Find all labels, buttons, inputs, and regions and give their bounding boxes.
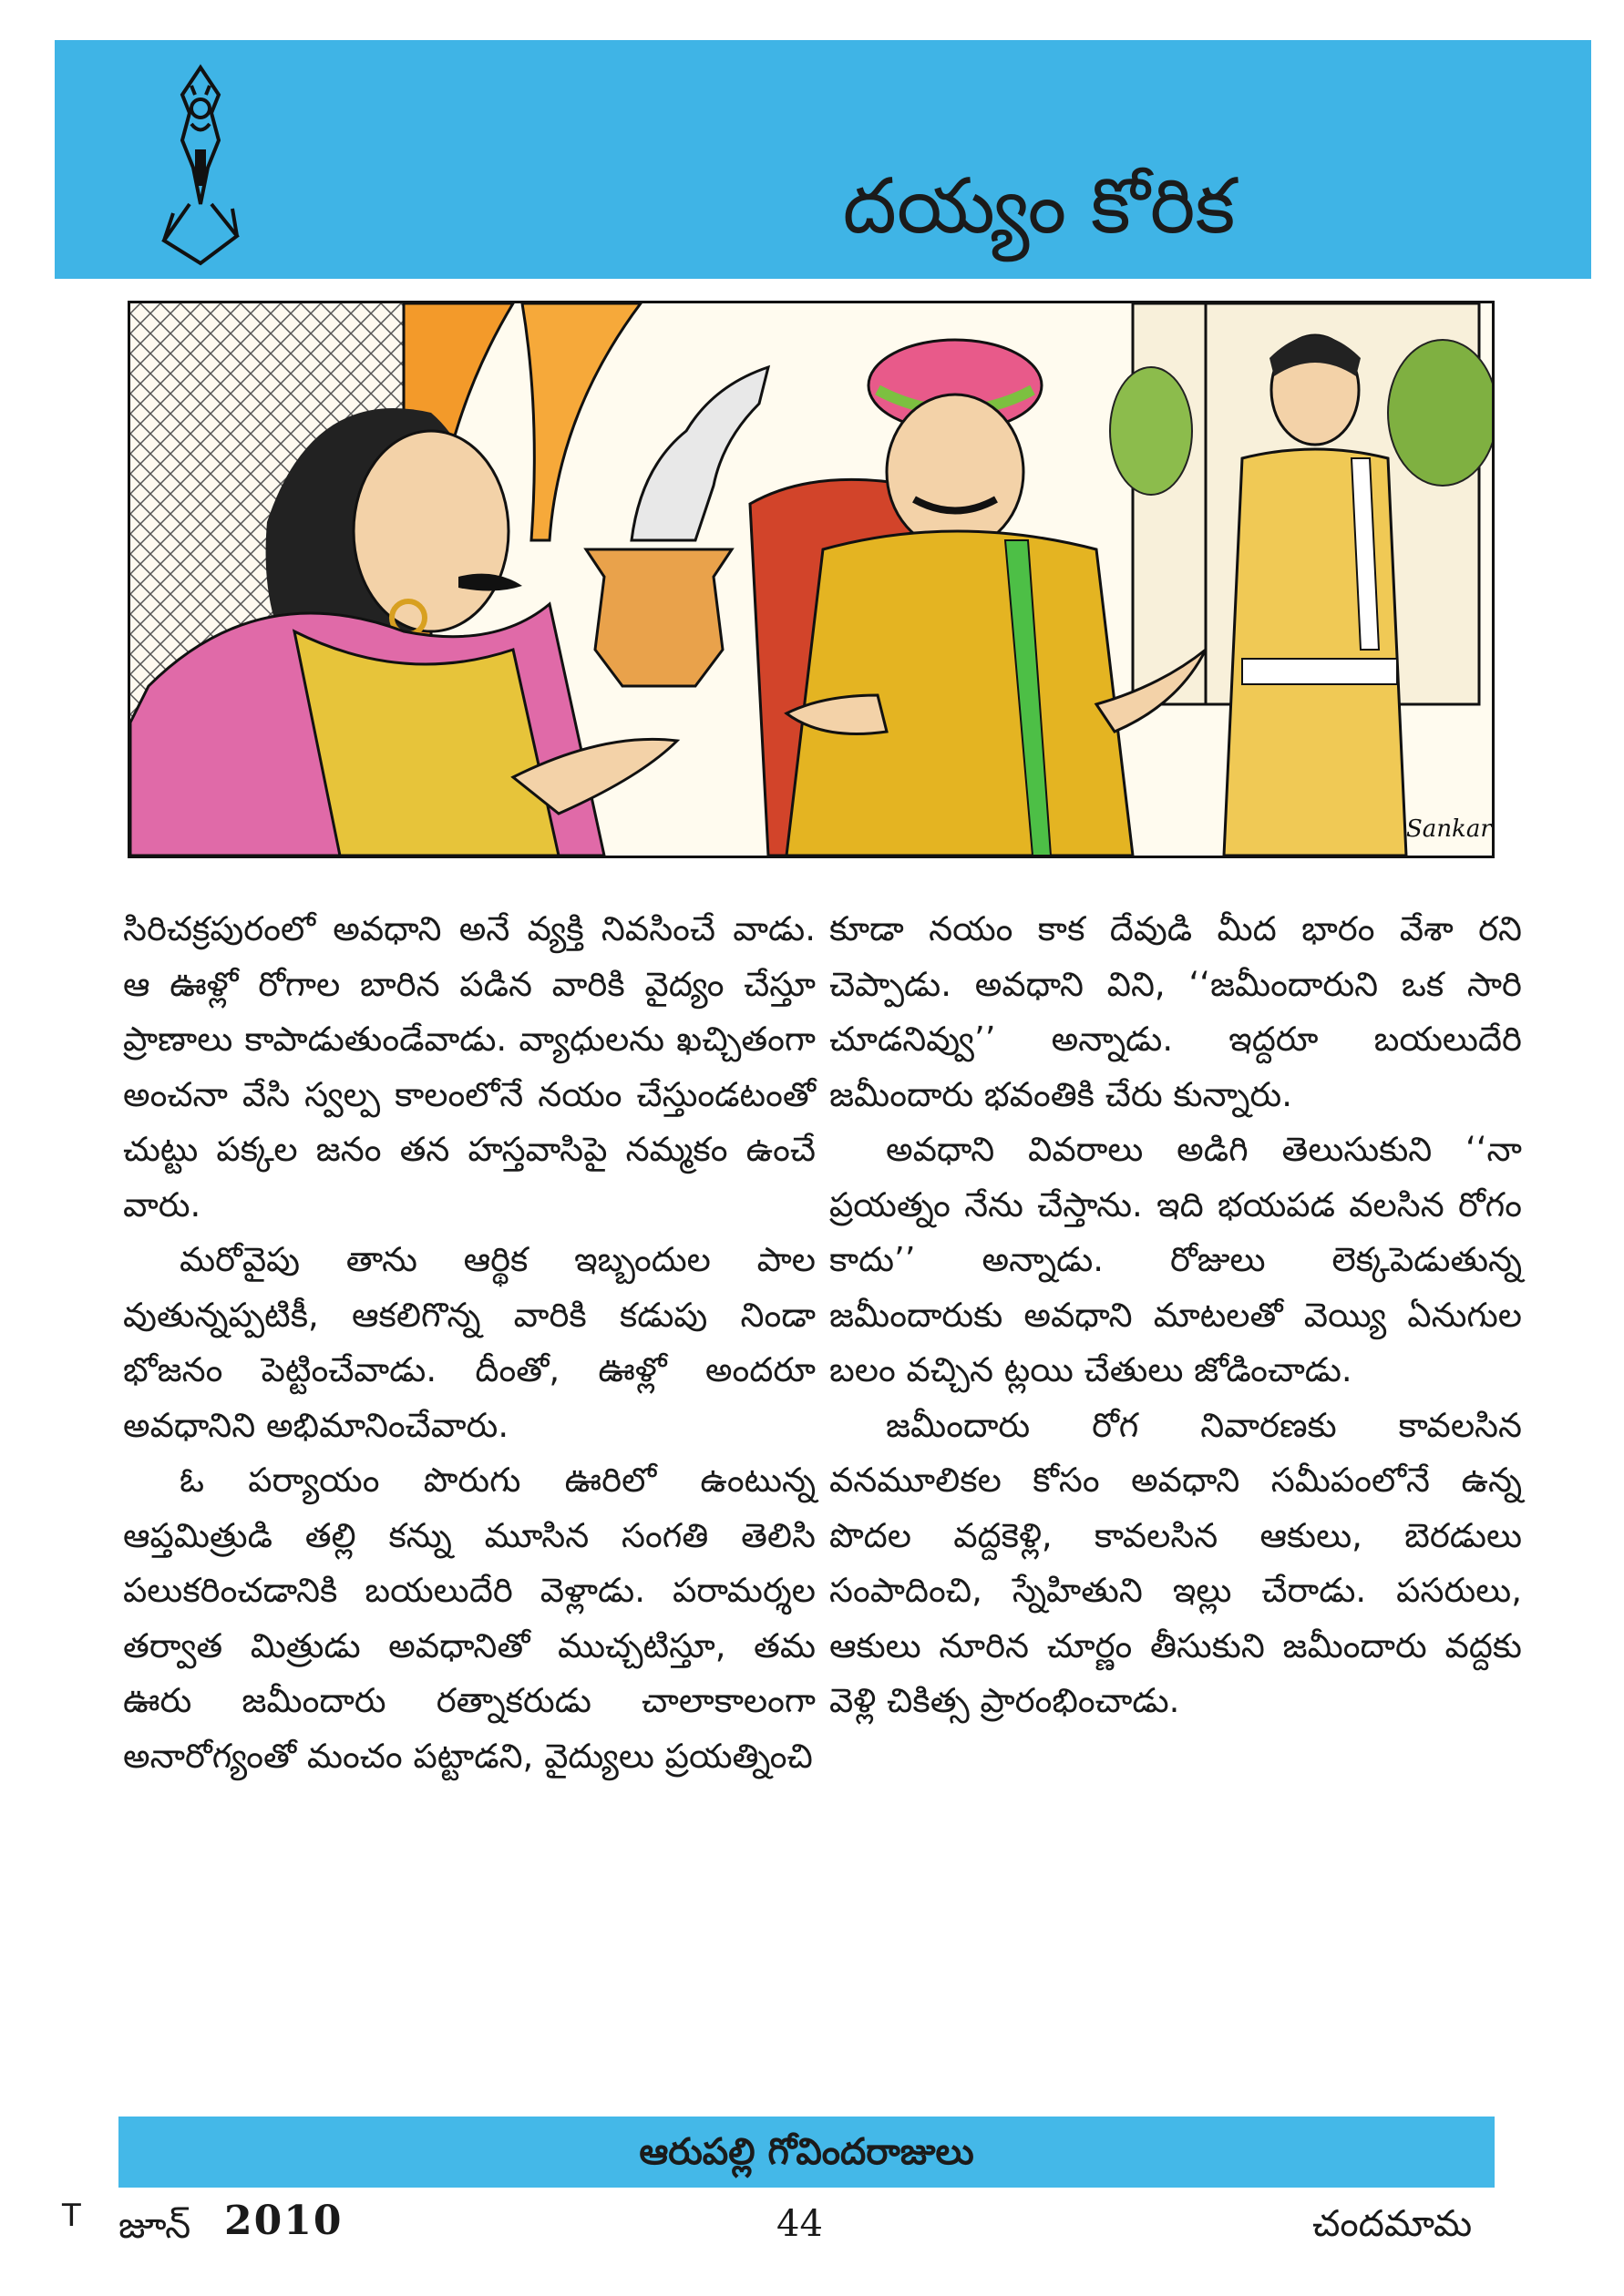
story-illustration — [128, 301, 1495, 858]
author-name: ఆరుపల్లి గోవిందరాజులు — [639, 2131, 974, 2173]
text-column-left — [123, 902, 816, 1784]
paragraph: సిరిచక్రపురంలో అవధాని అనే వ్యక్తి నివసించే వాడు. ఆ ఊళ్లో రోగాల బారిన పడిన వారికి వైద్యం చేస్తూ ప్రాణాలు కాపాడుతుండేవాడు. వ్యాధులను ఖచ్చితంగా అంచనా వేసి స్వల్ప కాలంలోనే నయం చేస్తుండటంతో చుట్టు పక్కల జనం తన హస్తవాసిపై నమ్మకం ఉంచే వారు. — [123, 909, 816, 1225]
illustration-drawing — [130, 303, 1492, 856]
footer-mark: T — [62, 2198, 81, 2234]
pen-nib-logo-icon — [146, 58, 273, 268]
text-column-right — [829, 902, 1522, 1729]
footer-year: 2010 — [224, 2198, 344, 2244]
paragraph: అవధాని వివరాలు అడిగి తెలుసుకుని ‘‘నా ప్రయత్నం నేను చేస్తాను. ఇది భయపడ వలసిన రోగం కాదు’’ అన్నాడు. రోజులు లెక్కపెడుతున్న జమీందారుకు అవధాని మాటలతో వెయ్యి ఏనుగుల బలం వచ్చిన ట్లయి చేతులు జోడించాడు. — [829, 1130, 1522, 1389]
footer-month: జూన్ — [118, 2205, 191, 2247]
paragraph: కూడా నయం కాక దేవుడి మీద భారం వేశా రని చెప్పాడు. అవధాని విని, ‘‘జమీందారుని ఒక సారి చూడనివ్వు’’ అన్నాడు. ఇద్దరూ బయలుదేరి జమీందారు భవంతికి చేరు కున్నారు. — [829, 909, 1522, 1114]
author-banner — [118, 2117, 1495, 2188]
paragraph: మరోవైపు తాను ఆర్థిక ఇబ్బందుల పాల వుతున్నప్పటికీ, ఆకలిగొన్న వారికి కడుపు నిండా భోజనం పెట్టించేవాడు. దీంతో, ఊళ్లో అందరూ అవధానిని అభిమానించేవారు. — [123, 1240, 816, 1445]
title-banner — [55, 40, 1591, 279]
story-title: దయ్యం కోరిక — [842, 161, 1236, 251]
paragraph: జమీందారు రోగ నివారణకు కావలసిన వనమూలికల కోసం అవధాని సమీపంలోనే ఉన్న పొదల వద్దకెళ్లి, కావలసిన ఆకులు, బెరడులు సంపాదించి, స్నేహితుని ఇల్లు చేరాడు. పసరులు, ఆకులు నూరిన చూర్ణం తీసుకుని జమీందారు వద్దకు వెళ్లి చికిత్స ప్రారంభించాడు. — [829, 1405, 1522, 1720]
page-number: 44 — [776, 2203, 823, 2245]
artist-signature: Sankar — [1406, 815, 1492, 843]
magazine-name: చందమామ — [1312, 2203, 1473, 2245]
paragraph: ఓ పర్యాయం పొరుగు ఊరిలో ఉంటున్న ఆప్తమిత్రుడి తల్లి కన్ను మూసిన సంగతి తెలిసి పలుకరించడానికి బయలుదేరి వెళ్లాడు. పరామర్శల తర్వాత మిత్రుడు అవధానితో ముచ్చటిస్తూ, తమ ఊరు జమీందారు రత్నాకరుడు చాలాకాలంగా అనారోగ్యంతో మంచం పట్టాడని, వైద్యులు ప్రయత్నించి — [123, 1461, 816, 1776]
